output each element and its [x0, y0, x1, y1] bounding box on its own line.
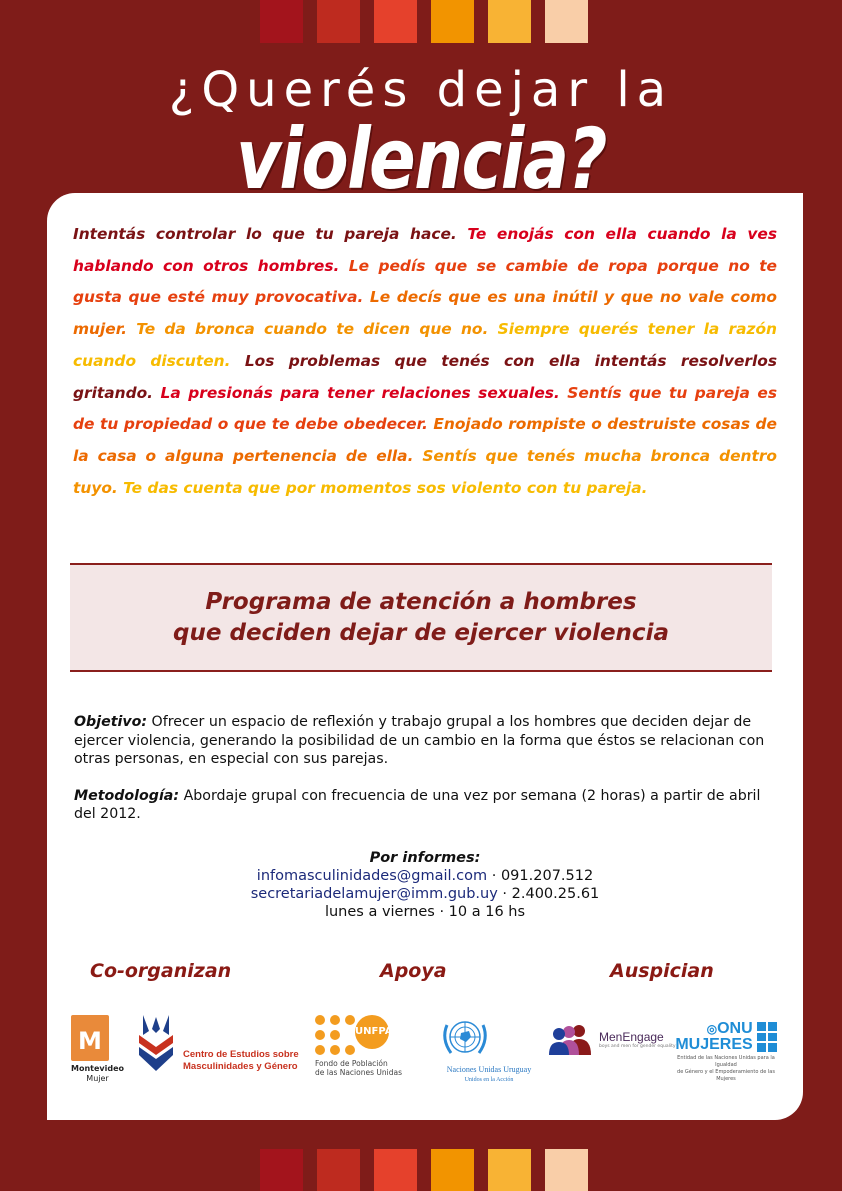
onu-line2: MUJERES	[675, 1036, 753, 1053]
menengage-figures-icon	[547, 1023, 595, 1055]
contact-line-2	[47, 885, 803, 903]
onu-line1: ◎ONU	[706, 1020, 753, 1037]
headline-violence: violencia?	[236, 110, 606, 208]
unfpa-logo	[315, 1015, 425, 1077]
phone-1: · 091.207.512	[487, 868, 594, 884]
methodology-text: Abordaje grupal con frecuencia de una vez por semana (2 horas) a partir de abril del 2012.	[74, 787, 761, 822]
warning-sign-sentence: Le decís que es una inútil y que no vale como mujer.	[73, 288, 777, 339]
montevideo-sub: Mujer	[86, 1074, 109, 1083]
cesm-line2: Masculinidades y Género	[183, 1061, 298, 1072]
warning-sign-sentence: Te enojás con ella cuando la ves hablando con otros hombres.	[73, 225, 777, 275]
onu-mujeres-symbol-icon	[757, 1022, 777, 1052]
warning-sign-sentence: Los problemas que tenés con ella intentás resolverlos gritando.	[73, 351, 777, 402]
warning-sign-sentence: Te das cuenta que por momentos sos violento con tu pareja.	[123, 478, 648, 497]
un-uruguay-tagline: Unidos en la Acción	[464, 1077, 514, 1083]
unfpa-line2: de las Naciones Unidas	[315, 1068, 402, 1077]
swatch	[431, 1149, 474, 1191]
swatch	[488, 1149, 531, 1191]
montevideo-name: Montevideo	[71, 1064, 125, 1073]
content-card	[47, 193, 803, 1120]
swatch	[374, 0, 417, 43]
un-emblem-icon	[439, 1015, 491, 1061]
contact-heading: Por informes:	[369, 850, 481, 866]
menengage-logo	[547, 1023, 676, 1055]
contact-block	[47, 849, 803, 921]
menengage-tagline: boys and men for gender equality	[599, 1043, 676, 1049]
warning-signs-paragraph	[73, 219, 777, 504]
menengage-name: MenEngage	[599, 1029, 664, 1044]
warning-sign-sentence: Te da bronca cuando te dicen que no.	[136, 320, 498, 339]
onu-sub1: Entidad de las Naciones Unidas para la Igualdad	[677, 1055, 775, 1068]
swatch	[431, 0, 474, 43]
sponsor-heading: Auspician	[610, 960, 714, 982]
swatch	[260, 1149, 303, 1191]
program-banner	[70, 563, 772, 672]
color-swatches-top	[260, 0, 588, 43]
warning-sign-sentence: Sentís que tu pareja es de tu propiedad o que te debe obedecer.	[73, 383, 777, 434]
onu-mujeres-logo	[669, 1021, 783, 1083]
color-swatches-bottom	[260, 1149, 588, 1191]
wheat-emblem-icon	[137, 1013, 175, 1073]
montevideo-m-icon: ^ M	[71, 1015, 109, 1061]
program-title-line1: Programa de atención a hombres	[205, 588, 637, 615]
un-globe-icon: ◎	[706, 1022, 718, 1036]
swatch	[374, 1149, 417, 1191]
unfpa-line1: Fondo de Población	[315, 1059, 388, 1068]
office-hours: lunes a viernes · 10 a 16 hs	[324, 904, 526, 920]
objective-label: Objetivo:	[74, 714, 148, 730]
coorganize-heading: Co-organizan	[90, 960, 232, 982]
email-link-masculinidades[interactable]: infomasculinidades@gmail.com	[256, 868, 488, 884]
headline-question: ¿Querés dejar la	[168, 62, 674, 118]
warning-sign-sentence: Enojado rompiste o destruiste cosas de la casa o alguna pertenencia de ella.	[73, 415, 777, 465]
methodology-label: Metodología:	[74, 787, 180, 804]
cesm-line1: Centro de Estudios sobre	[183, 1049, 299, 1060]
unfpa-badge: UNFPA	[355, 1015, 389, 1049]
un-uruguay-logo	[439, 1015, 539, 1085]
phone-2: · 2.400.25.61	[497, 886, 600, 902]
swatch	[317, 0, 360, 43]
swatch	[317, 1149, 360, 1191]
warning-sign-sentence: Sentís que tenés mucha bronca dentro tuyo.	[73, 446, 777, 497]
warning-sign-sentence: La presionás para tener relaciones sexuales.	[160, 383, 568, 402]
program-info	[74, 713, 778, 842]
swatch	[260, 0, 303, 43]
swatch	[545, 0, 588, 43]
support-heading: Apoya	[380, 960, 447, 982]
objective-paragraph	[74, 713, 778, 769]
swatch	[488, 0, 531, 43]
email-link-secretaria[interactable]: secretariadelamujer@imm.gub.uy	[250, 886, 498, 902]
swatch	[545, 1149, 588, 1191]
montevideo-mujer-logo	[71, 1015, 124, 1084]
un-uruguay-name: Naciones Unidas Uruguay	[446, 1065, 532, 1074]
warning-sign-sentence: Intentás controlar lo que tu pareja hace.	[73, 225, 468, 243]
program-title-line2: que deciden dejar de ejercer violencia	[173, 619, 669, 646]
onu-sub2: de Género y el Empoderamiento de las Mujeres	[677, 1069, 775, 1082]
contact-line-1	[47, 867, 803, 885]
objective-text: Ofrecer un espacio de reflexión y trabajo grupal a los hombres que deciden dejar de ejercer violencia, generando la posibilidad de un cambio en la forma que éstos se relacionan con otras personas, en especial con sus parejas.	[74, 714, 765, 767]
methodology-paragraph	[74, 787, 778, 824]
warning-sign-sentence: Le pedís que se cambie de ropa porque no te gusta que esté muy provocativa.	[73, 256, 777, 307]
warning-sign-sentence: Siempre querés tener la razón cuando discuten.	[73, 320, 777, 370]
cesm-logo	[137, 1013, 299, 1073]
